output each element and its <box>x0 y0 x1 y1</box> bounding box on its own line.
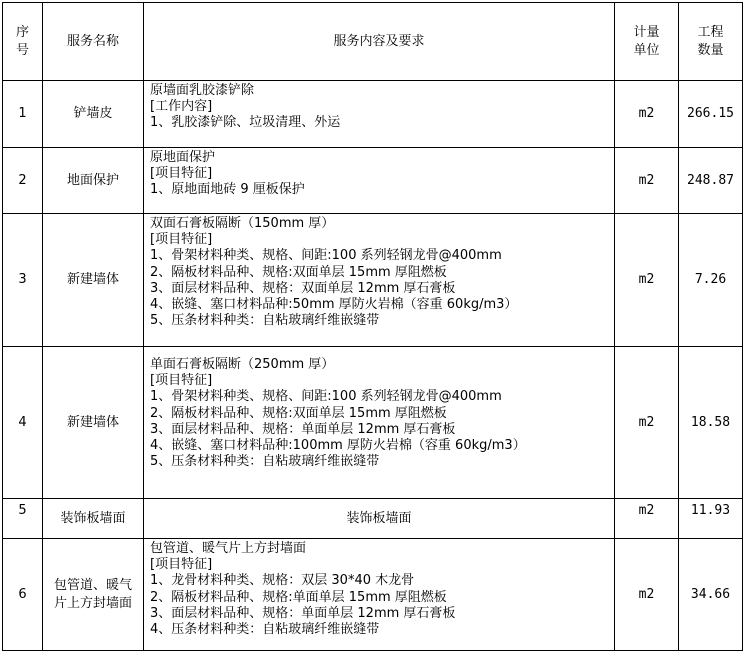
content-line: 1、龙骨材料种类、规格：双层 30*40 木龙骨 <box>150 573 415 589</box>
row-content: 装饰板墙面 <box>144 499 615 539</box>
row-unit: m2 <box>615 148 679 214</box>
table-row <box>3 539 743 651</box>
row-quantity: 266.15 <box>679 81 743 148</box>
content-line: [工作内容] <box>150 99 213 115</box>
header-unit: 计量单位 <box>615 3 679 81</box>
row-no: 6 <box>3 539 43 651</box>
content-line: 单面石膏板隔断（250mm 厚） <box>150 357 335 372</box>
content-line: 1、骨架材料种类、规格、间距:100 系列轻钢龙骨@400mm <box>150 248 502 264</box>
row-no: 2 <box>3 148 43 214</box>
content-line: 1、原地面地砖 9 厘板保护 <box>150 182 305 198</box>
row-name: 新建墙体 <box>43 214 144 347</box>
header-name: 服务名称 <box>43 3 144 81</box>
content-line: 4、嵌缝、塞口材料品种:100mm 厚防火岩棉（容重 60kg/m3） <box>150 438 526 454</box>
row-content <box>144 148 615 214</box>
content-line: [项目特征] <box>150 232 213 248</box>
content-line: 3、面层材料品种、规格：单面单层 12mm 厚石膏板 <box>150 605 456 621</box>
content-line: [项目特征] <box>150 557 213 573</box>
row-no: 5 <box>3 499 43 539</box>
table-row <box>3 81 743 148</box>
table-row <box>3 347 743 499</box>
row-content <box>144 81 615 148</box>
content-line: 2、隔板材料品种、规格:单面单层 15mm 厚阻燃板 <box>150 589 447 605</box>
content-line: 1、骨架材料种类、规格、间距:100 系列轻钢龙骨@400mm <box>150 389 502 405</box>
header-no: 序号 <box>3 3 43 81</box>
content-line: 原墙面乳胶漆铲除 <box>150 83 255 98</box>
content-line: 3、面层材料品种、规格：双面单层 12mm 厚石膏板 <box>150 280 456 296</box>
content-line: 1、乳胶漆铲除、垃圾清理、外运 <box>150 115 341 131</box>
content-line: 原地面保护 <box>150 150 216 165</box>
row-name: 铲墙皮 <box>43 81 144 148</box>
content-line: 4、嵌缝、塞口材料品种:50mm 厚防火岩棉（容重 60kg/m3） <box>150 297 518 313</box>
table-row <box>3 214 743 347</box>
content-line: 2、隔板材料品种、规格:双面单层 15mm 厚阻燃板 <box>150 405 447 421</box>
content-line: 双面石膏板隔断（150mm 厚） <box>150 216 335 231</box>
row-name: 新建墙体 <box>43 347 144 499</box>
bill-of-quantities-table <box>2 2 743 651</box>
content-line: [项目特征] <box>150 166 213 182</box>
row-no: 3 <box>3 214 43 347</box>
row-content <box>144 347 615 499</box>
table-row <box>3 499 743 539</box>
row-name: 装饰板墙面 <box>43 499 144 539</box>
row-no: 1 <box>3 81 43 148</box>
row-no: 4 <box>3 347 43 499</box>
row-unit: m2 <box>615 81 679 148</box>
content-line: 包管道、暖气片上方封墙面 <box>150 541 307 556</box>
row-name: 包管道、暖气片上方封墙面 <box>43 539 144 651</box>
row-unit: m2 <box>615 347 679 499</box>
row-quantity: 248.87 <box>679 148 743 214</box>
content-line: 4、压条材料种类：自粘玻璃纤维嵌缝带 <box>150 622 380 638</box>
row-unit: m2 <box>615 214 679 347</box>
row-quantity: 18.58 <box>679 347 743 499</box>
row-quantity: 7.26 <box>679 214 743 347</box>
row-content <box>144 214 615 347</box>
row-unit: m2 <box>615 539 679 651</box>
content-line: 5、压条材料种类：自粘玻璃纤维嵌缝带 <box>150 454 380 470</box>
content-line: 5、压条材料种类：自粘玻璃纤维嵌缝带 <box>150 313 380 329</box>
table-row <box>3 148 743 214</box>
content-line: 2、隔板材料品种、规格:双面单层 15mm 厚阻燃板 <box>150 264 447 280</box>
header-quantity: 工程数量 <box>679 3 743 81</box>
header-row <box>3 3 743 81</box>
header-content: 服务内容及要求 <box>144 3 615 81</box>
row-name: 地面保护 <box>43 148 144 214</box>
row-unit: m2 <box>615 499 679 539</box>
content-line: 3、面层材料品种、规格：单面单层 12mm 厚石膏板 <box>150 421 456 437</box>
row-content <box>144 539 615 651</box>
row-quantity: 34.66 <box>679 539 743 651</box>
row-quantity: 11.93 <box>679 499 743 539</box>
content-line: [项目特征] <box>150 373 213 389</box>
